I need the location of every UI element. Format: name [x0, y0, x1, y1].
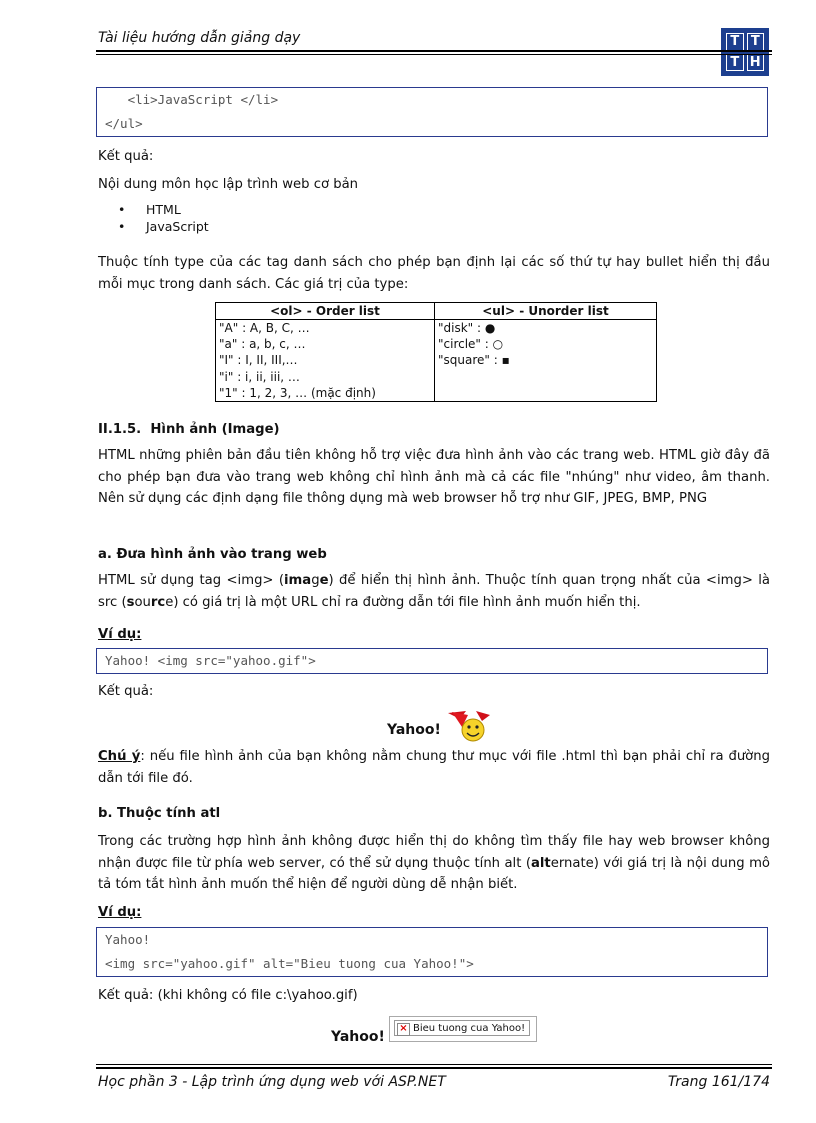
- text: HTML sử dụng tag <img> (: [98, 573, 285, 588]
- footer-course: Học phần 3 - Lập trình ứng dụng web với ASP.NET: [98, 1074, 446, 1090]
- text: g: [311, 573, 320, 588]
- ol-value: "I" : I, II, III,…: [219, 353, 298, 368]
- code-line: Yahoo!: [105, 932, 151, 947]
- bold-text: alt: [530, 855, 551, 871]
- bold-text: e: [319, 573, 329, 588]
- ol-value: "A" : A, B, C, …: [219, 321, 310, 335]
- logo-letter: T: [747, 33, 765, 51]
- sample-list: [118, 202, 209, 235]
- code-line: <img src="yahoo.gif" alt="Bieu tuong cua Yahoo!">: [105, 956, 474, 971]
- ol-value: "a" : a, b, c, …: [219, 337, 306, 352]
- section-heading: [98, 422, 280, 437]
- code-line: Yahoo! <img src="yahoo.gif">: [105, 653, 316, 668]
- code-block-img: [96, 648, 768, 674]
- result-label: Kết quả: (khi không có file c:\yahoo.gif): [98, 988, 358, 1003]
- code-block-list: [96, 87, 768, 137]
- subheading-a: a. Đưa hình ảnh vào trang web: [98, 547, 327, 562]
- bold-text: s: [126, 594, 135, 610]
- yahoo-text: Yahoo!: [331, 1029, 385, 1045]
- paragraph-b: [98, 831, 770, 896]
- note-label: Chú ý: [98, 749, 141, 764]
- broken-image-placeholder: [389, 1016, 537, 1042]
- alt-text: Bieu tuong cua Yahoo!: [413, 1023, 526, 1034]
- ol-value: "1" : 1, 2, 3, … (mặc định): [219, 385, 376, 400]
- section-title: Hình ảnh (Image): [150, 422, 280, 437]
- image-paragraph: HTML những phiên bản đầu tiên không hỗ trợ việc đưa hình ảnh vào các trang web. HTML giờ đây đã cho phép bạn đưa vào trang web không chỉ hình ảnh mà cả các file "nhúng" như video, âm thanh. Nên sử dụng các định dạng file thông dụng mà web browser hỗ trợ như GIF, JPEG, BMP, PNG: [98, 448, 770, 506]
- table-cell-ol: [216, 320, 435, 402]
- text: Trong các trường hợp hình ảnh không được hiển thị do không tìm thấy file hay web browser không nhận được file từ phía web server, có thể sử dụng thuộc tính alt (: [98, 834, 770, 871]
- logo: [721, 28, 769, 76]
- table-cell-ul: [435, 320, 657, 402]
- yahoo-text: Yahoo!: [387, 722, 441, 738]
- subheading-b: b. Thuộc tính atl: [98, 806, 221, 821]
- sample-heading: Nội dung môn học lập trình web cơ bản: [98, 177, 359, 192]
- list-item: • JavaScript: [118, 219, 209, 236]
- logo-letter: H: [747, 54, 765, 72]
- footer-page-number: Trang 161/174: [667, 1074, 770, 1090]
- note-text: : nếu file hình ảnh của bạn không nằm chung thư mục với file .html thì bạn phải chỉ ra đường dẫn tới file đó.: [98, 749, 770, 786]
- paragraph-a: [98, 570, 770, 613]
- example-label: Ví dụ:: [98, 905, 142, 920]
- header-title: Tài liệu hướng dẫn giảng dạy: [98, 30, 301, 46]
- code-block-alt: [96, 927, 768, 977]
- code-line: </ul>: [105, 116, 143, 131]
- header-rule: [96, 50, 772, 52]
- text: ) để hiển thị hình ảnh. Thuộc tính quan trọng nhất của <img> là src (: [98, 573, 771, 610]
- result-label: Kết quả:: [98, 149, 154, 164]
- broken-image-icon: ×: [397, 1023, 410, 1036]
- bold-text: rc: [150, 594, 166, 610]
- text: e) có giá trị là một URL chỉ ra đường dẫn tới file hình ảnh muốn hiển thị.: [165, 594, 641, 610]
- header-rule-thin: [96, 54, 772, 55]
- example-label: Ví dụ:: [98, 627, 142, 642]
- list-item: • HTML: [118, 202, 209, 219]
- ol-value: "i" : i, ii, iii, …: [219, 369, 300, 384]
- note-paragraph: [98, 746, 770, 789]
- alt-text-frame: [394, 1020, 530, 1036]
- logo-letter: T: [726, 54, 744, 72]
- footer-rule-thin: [96, 1064, 772, 1065]
- logo-letter: T: [726, 33, 744, 51]
- footer-rule: [96, 1067, 772, 1069]
- text: ou: [134, 594, 151, 610]
- text: ernate) với giá trị là nội dung mô tả tóm tắt hình ảnh muốn thể hiện để người dùng dễ nhận biết.: [98, 855, 770, 892]
- table-header-ol: <ol> - Order list: [216, 303, 435, 320]
- bold-text: ima: [284, 573, 312, 588]
- type-paragraph: Thuộc tính type của các tag danh sách cho phép bạn định lại các số thứ tự hay bullet hiển thị đầu mỗi mục trong danh sách. Các giá trị của type:: [98, 255, 770, 292]
- ul-value: "circle" : ○: [438, 337, 504, 352]
- ul-value: "disk" : ●: [438, 321, 496, 335]
- result-label: Kết quả:: [98, 684, 154, 699]
- code-line: <li>JavaScript </li>: [105, 92, 279, 107]
- yahoo-smiley-icon: [446, 709, 492, 743]
- type-values-table: [215, 302, 657, 402]
- table-header-ul: <ul> - Unorder list: [435, 303, 657, 320]
- ul-value: "square" : ▪: [438, 353, 510, 368]
- section-number: II.1.5.: [98, 422, 142, 437]
